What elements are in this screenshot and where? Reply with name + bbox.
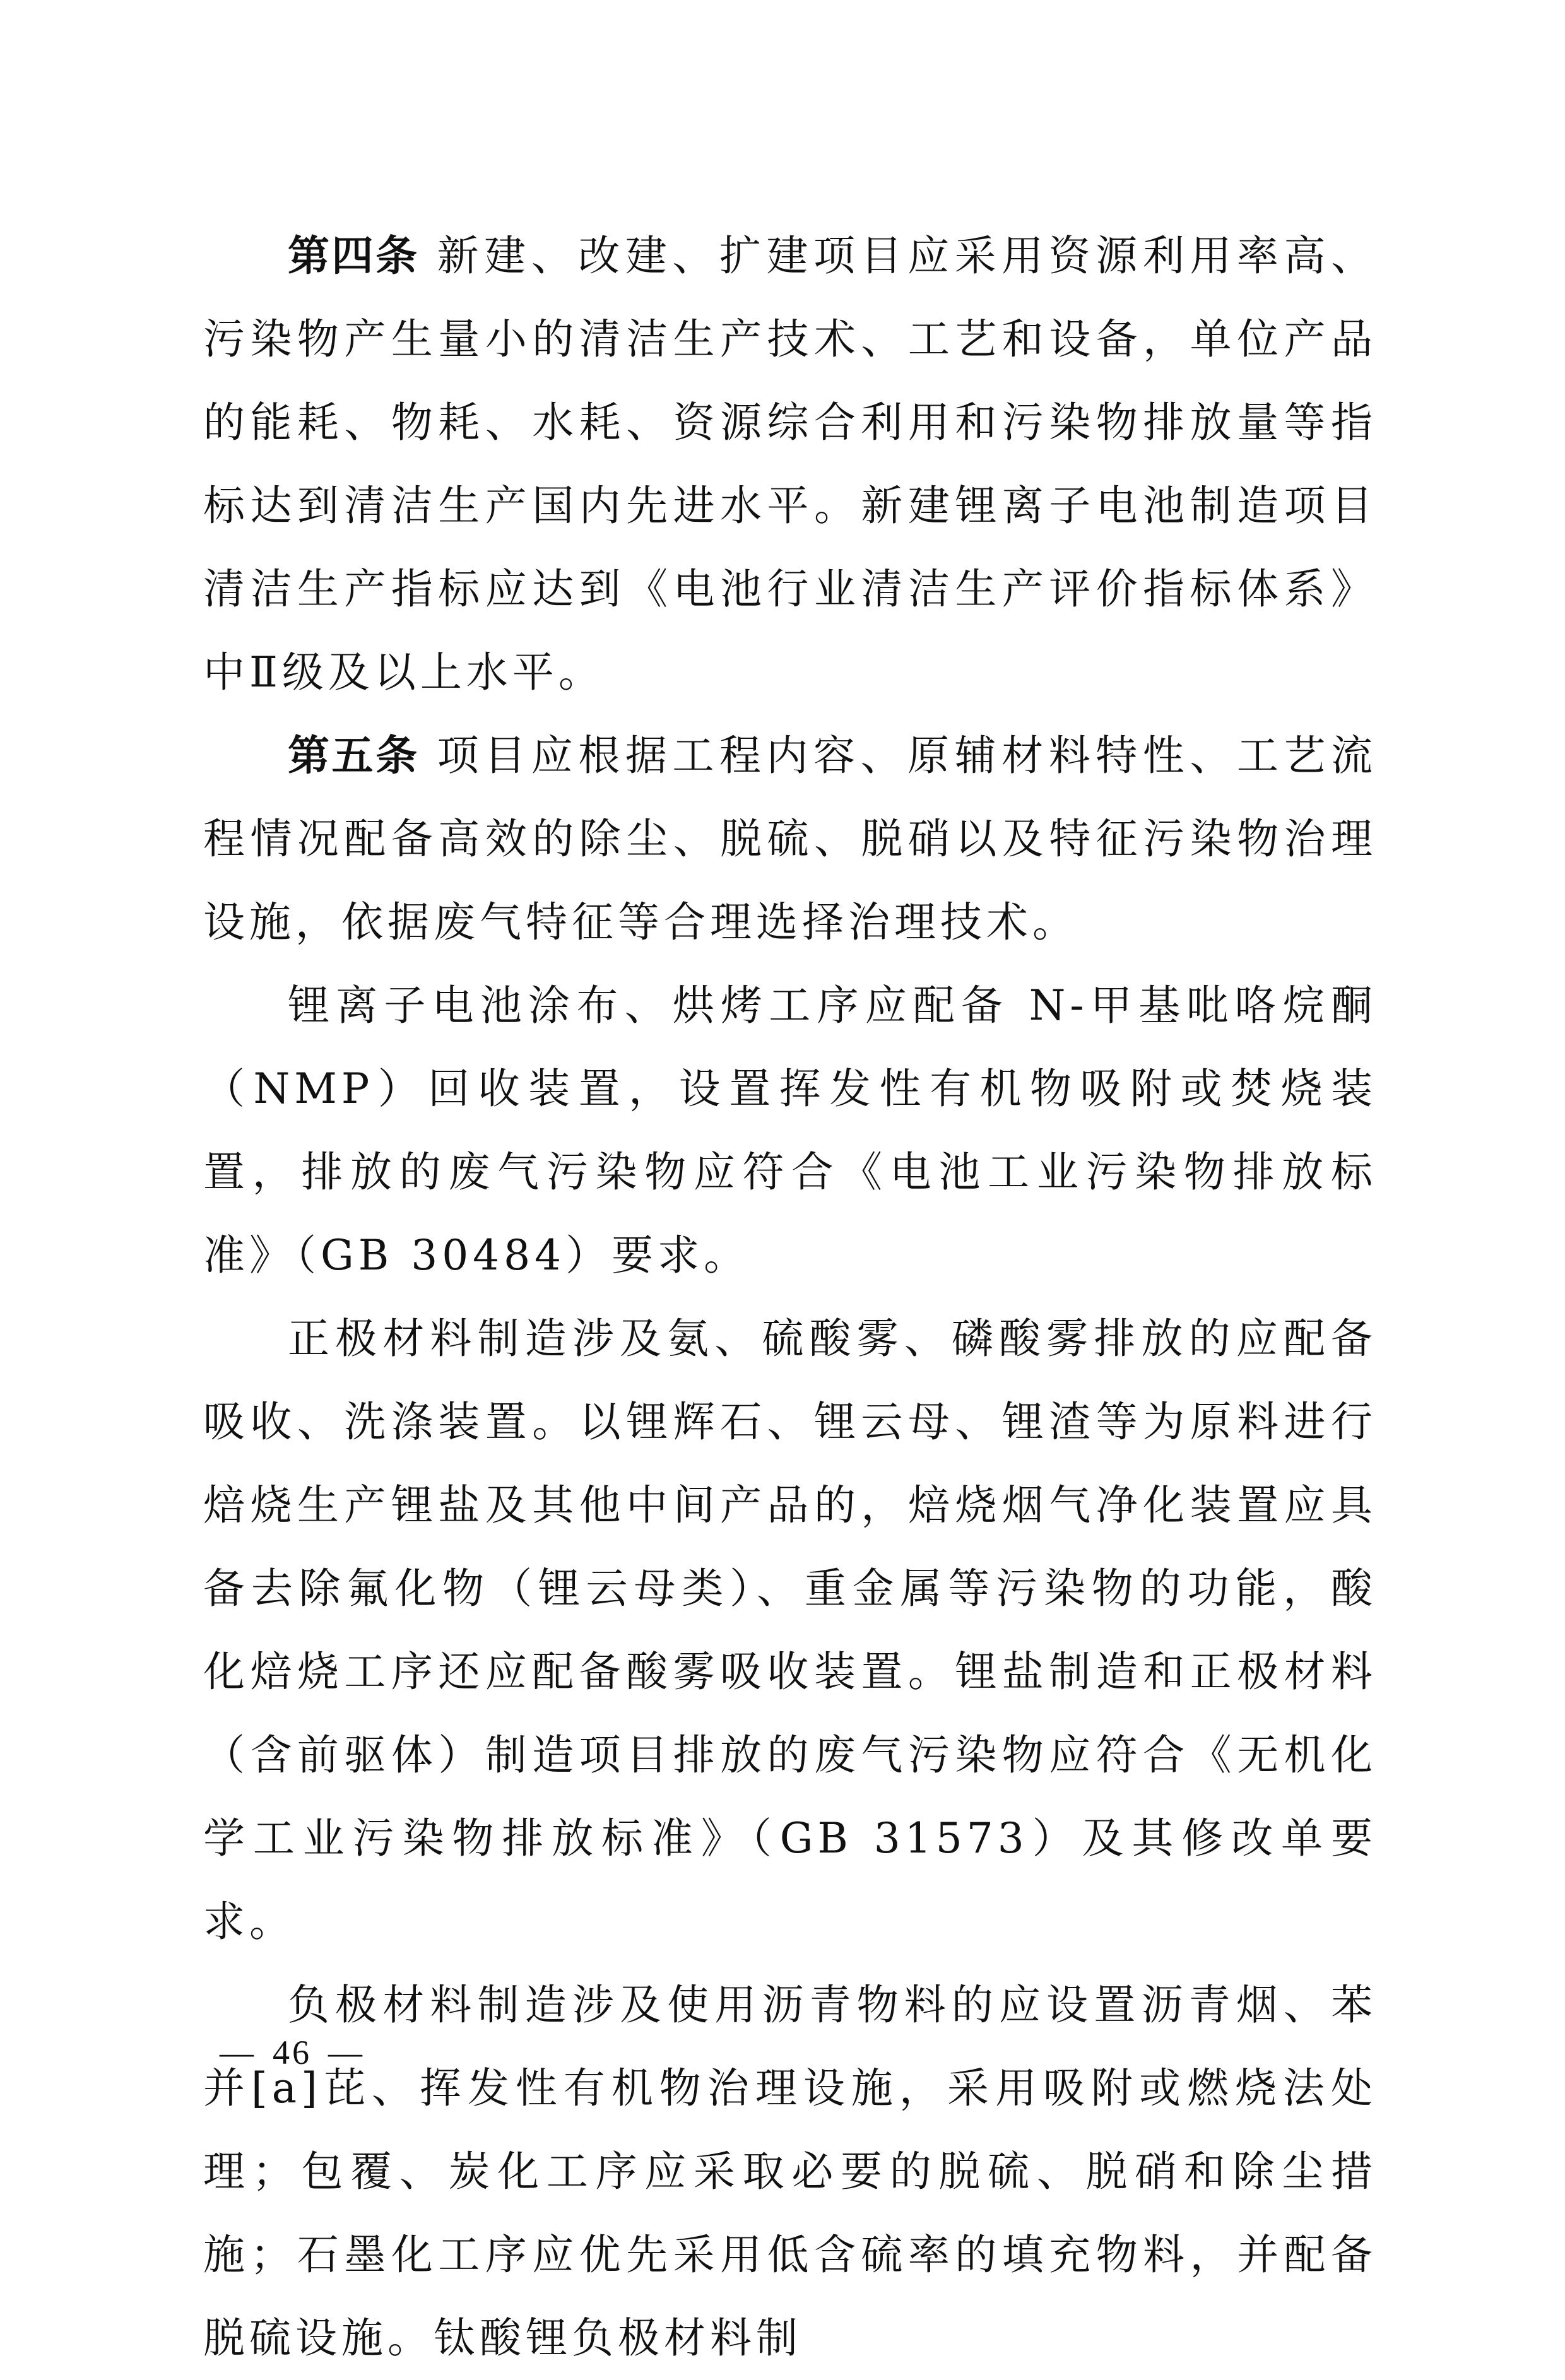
paragraph-text: 负极材料制造涉及使用沥青物料的应设置沥青烟、苯并[a]芘、挥发性有机物治理设施，采用吸附或燃烧法处理；包覆、炭化工序应采取必要的脱硫、脱硝和除尘措施；石墨化工序应优先采用低含硫率的填充物料，并配备脱硫设施。钛酸锂负极材料制: [203, 1981, 1377, 2362]
paragraph-text: 正极材料制造涉及氨、硫酸雾、磷酸雾排放的应配备吸收、洗涤装置。以锂辉石、锂云母、锂渣等为原料进行焙烧生产锂盐及其他中间产品的，焙烧烟气净化装置应具备去除氟化物（锂云母类）、重金属等污染物的功能，酸化焙烧工序还应配备酸雾吸收装置。锂盐制造和正极材料（含前驱体）制造项目排放的废气污染物应符合《无机化学工业污染物排放标准》（GB 31573）及其修改单要求。: [203, 1314, 1377, 1946]
page-number-dash-right: —: [328, 2034, 365, 2071]
paragraph-anode-materials: [203, 1964, 1377, 2380]
paragraph-text: 新建、改建、扩建项目应采用资源利用率高、污染物产生量小的清洁生产技术、工艺和设备，单位产品的能耗、物耗、水耗、资源综合利用和污染物排放量等指标达到清洁生产国内先进水平。新建锂离子电池制造项目清洁生产指标应达到《电池行业清洁生产评价指标体系》中Ⅱ级及以上水平。: [203, 232, 1378, 697]
paragraph-article-4: [203, 215, 1377, 714]
article-label: 第五条: [288, 731, 420, 780]
paragraph-article-5: [203, 714, 1377, 964]
paragraph-text: 项目应根据工程内容、原辅材料特性、工艺流程情况配备高效的除尘、脱硫、脱硝以及特征污染物治理设施，依据废气特征等合理选择治理技术。: [203, 731, 1378, 946]
paragraph-lithium-ion-coating: [203, 964, 1377, 1297]
page-number-value: 46: [273, 2034, 312, 2071]
page-number-dash-left: —: [220, 2034, 256, 2071]
paragraph-text: 锂离子电池涂布、烘烤工序应配备 N-甲基吡咯烷酮（NMP）回收装置，设置挥发性有机物吸附或焚烧装置，排放的废气污染物应符合《电池工业污染物排放标准》（GB 30484）要求。: [203, 981, 1377, 1280]
paragraph-cathode-materials: [203, 1297, 1377, 1964]
article-label: 第四条: [288, 232, 420, 280]
page-number: [203, 2033, 381, 2072]
